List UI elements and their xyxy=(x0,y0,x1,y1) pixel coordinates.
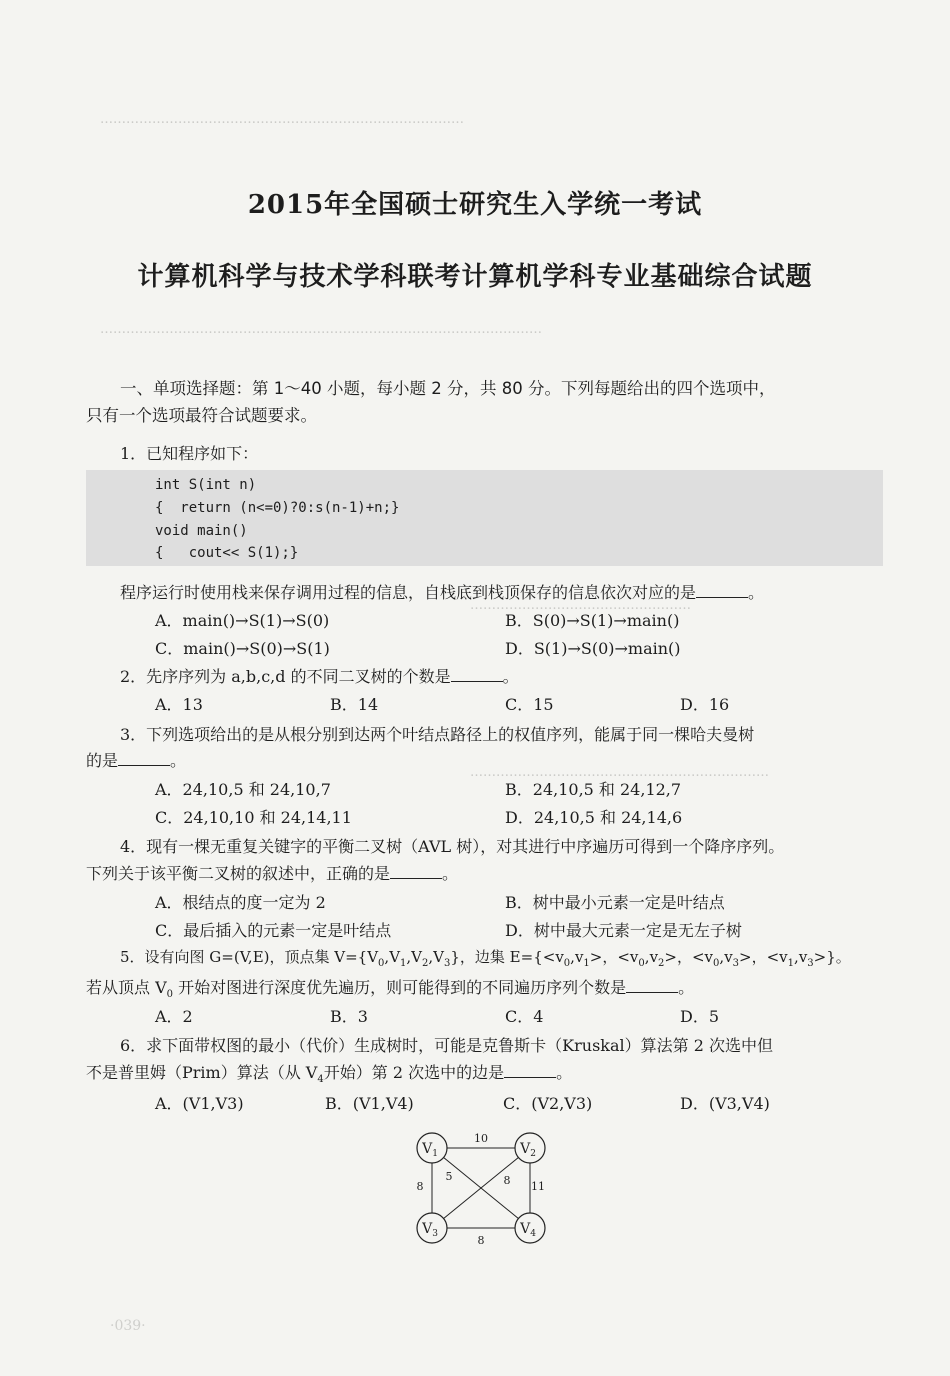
q4-stem-cont xyxy=(86,861,458,884)
q6-stem-text: 开始）第 2 次选中的边是 xyxy=(323,1063,505,1082)
q5-option-a: A．2 xyxy=(155,1007,193,1026)
bleed-through-text: ………………………………………………………………………… xyxy=(100,112,464,127)
bleed-through-text: …………………………………………………………… xyxy=(470,765,769,780)
code-line: { return (n<=0)?0:s(n-1)+n;} xyxy=(155,500,400,516)
q1-question-text: 程序运行时使用栈来保存调用过程的信息，自栈底到栈顶保存的信息依次对应的是 xyxy=(120,583,697,602)
q6-option-b: B．(V1,V4) xyxy=(325,1094,414,1113)
exam-subtitle: 计算机科学与技术学科联考计算机学科专业基础综合试题 xyxy=(137,262,813,292)
q5-stem-text: 若从顶点 V xyxy=(86,978,167,997)
q3-stem-text: 的是 xyxy=(86,751,119,770)
q6-option-c: C．(V2,V3) xyxy=(503,1094,593,1113)
edge-weight-label: 11 xyxy=(531,1180,545,1193)
q6-option-a: A．(V1,V3) xyxy=(155,1094,244,1113)
q1-question xyxy=(120,580,764,603)
answer-blank xyxy=(696,583,748,598)
q6-stem-cont: 不是普里姆（Prim）算法（从 $V_4$开始）第 2 次选中的边是 。 xyxy=(86,1063,573,1086)
q2-option-d: D．16 xyxy=(680,695,730,714)
q4-option-d: D．树中最大元素一定是无左子树 xyxy=(505,921,742,940)
q5-stem: 5．设有向图 G=(V,E)，顶点集 $V=\{V_0,V_1,V_2,V_3\}$，边集 $E=\{<v_0,v_1>$，$<v_0,v_2>$，$<v_0,v_3>$，$<v_1,v_3>$}。 xyxy=(120,948,851,969)
q3-option-d: D．24,10,5 和 24,14,6 xyxy=(505,808,683,827)
edge-weight-label: 10 xyxy=(474,1132,488,1145)
q5-stem-text: 5．设有向图 G=(V,E)，顶点集 V={V xyxy=(120,948,379,966)
edge-weight-label: 8 xyxy=(503,1174,511,1187)
q4-stem-end: 。 xyxy=(442,864,459,883)
q1-option-c: C．main()→S(0)→S(1) xyxy=(155,639,330,658)
q3-option-c: C．24,10,10 和 24,14,11 xyxy=(155,808,352,827)
q1-stem: 1．已知程序如下： xyxy=(120,444,259,463)
q2-option-a: A．13 xyxy=(155,695,203,714)
q3-option-a: A．24,10,5 和 24,10,7 xyxy=(155,780,331,799)
vertex-label: $V_4$ xyxy=(520,1221,536,1239)
q4-option-b: B．树中最小元素一定是叶结点 xyxy=(505,893,725,912)
answer-blank xyxy=(118,751,170,766)
q5-option-d: D．5 xyxy=(680,1007,720,1026)
page-number: ·039· xyxy=(110,1318,146,1334)
q2-stem-end: 。 xyxy=(502,667,519,686)
q6-stem-end: 。 xyxy=(556,1063,573,1082)
q5-stem-text: }，边集 E={ xyxy=(450,948,543,966)
q4-option-c: C．最后插入的元素一定是叶结点 xyxy=(155,921,392,940)
answer-blank xyxy=(451,667,503,682)
q3-stem-cont xyxy=(86,748,186,771)
q6-option-d: D．(V3,V4) xyxy=(680,1094,770,1113)
section-heading: 一、单项选择题：第 1～40 小题，每小题 2 分，共 80 分。下列每题给出的四个选项中， xyxy=(120,379,776,398)
q6-stem-text: 不是普里姆（Prim）算法（从 V xyxy=(86,1063,318,1082)
q1-option-b: B．S(0)→S(1)→main() xyxy=(505,611,680,630)
q4-option-a: A．根结点的度一定为 2 xyxy=(155,893,326,912)
exam-title: 2015年全国硕士研究生入学统一考试 xyxy=(247,190,703,220)
q5-stem-end: 。 xyxy=(678,978,695,997)
code-line: int S(int n) xyxy=(155,477,257,493)
vertex-label: $V_1$ xyxy=(422,1141,438,1159)
q2-option-c: C．15 xyxy=(505,695,554,714)
edge-weight-label: 5 xyxy=(445,1170,453,1183)
q1-option-a: A．main()→S(1)→S(0) xyxy=(155,611,330,630)
q5-option-c: C．4 xyxy=(505,1007,544,1026)
code-line: { cout<< S(1);} xyxy=(155,545,299,561)
bleed-through-text: ………………………………………………………………………………………… xyxy=(100,322,542,337)
q1-option-d: D．S(1)→S(0)→main() xyxy=(505,639,681,658)
code-line: void main() xyxy=(155,523,248,539)
q4-stem: 4．现有一棵无重复关键字的平衡二叉树（AVL 树），对其进行中序遍历可得到一个降序序列。 xyxy=(120,837,785,856)
q6-stem: 6．求下面带权图的最小（代价）生成树时，可能是克鲁斯卡（Kruskal）算法第 2 次选中但 xyxy=(120,1036,774,1055)
q3-stem: 3．下列选项给出的是从根分别到达两个叶结点路径上的权值序列，能属于同一棵哈夫曼树 xyxy=(120,725,755,744)
bleed-through-text: …………………………………………… xyxy=(470,598,691,613)
section-heading-cont: 只有一个选项最符合试题要求。 xyxy=(86,406,317,425)
q3-option-b: B．24,10,5 和 24,12,7 xyxy=(505,780,682,799)
edge-weight-label: 8 xyxy=(477,1234,485,1247)
q5-stem-text: }。 xyxy=(826,948,851,966)
answer-blank xyxy=(626,978,678,993)
q2-option-b: B．14 xyxy=(330,695,379,714)
q5-stem-cont: 若从顶点 $V_0$ 开始对图进行深度优先遍历，则可能得到的不同遍历序列个数是 。 xyxy=(86,978,695,1001)
q2-stem-text: 2．先序序列为 a,b,c,d 的不同二叉树的个数是 xyxy=(120,667,451,686)
q1-question-end: 。 xyxy=(748,583,765,602)
q4-stem-text: 下列关于该平衡二叉树的叙述中，正确的是 xyxy=(86,864,391,883)
q5-option-b: B．3 xyxy=(330,1007,368,1026)
q2-stem xyxy=(120,664,519,687)
edge-weight-label: 8 xyxy=(416,1180,424,1193)
answer-blank xyxy=(390,864,442,879)
weighted-graph xyxy=(390,1120,570,1260)
q3-stem-end: 。 xyxy=(170,751,187,770)
answer-blank xyxy=(504,1063,556,1078)
vertex-label: $V_3$ xyxy=(422,1221,438,1239)
vertex-label: $V_2$ xyxy=(520,1141,536,1159)
q5-stem-text: 开始对图进行深度优先遍历，则可能得到的不同遍历序列个数是 xyxy=(173,978,627,997)
